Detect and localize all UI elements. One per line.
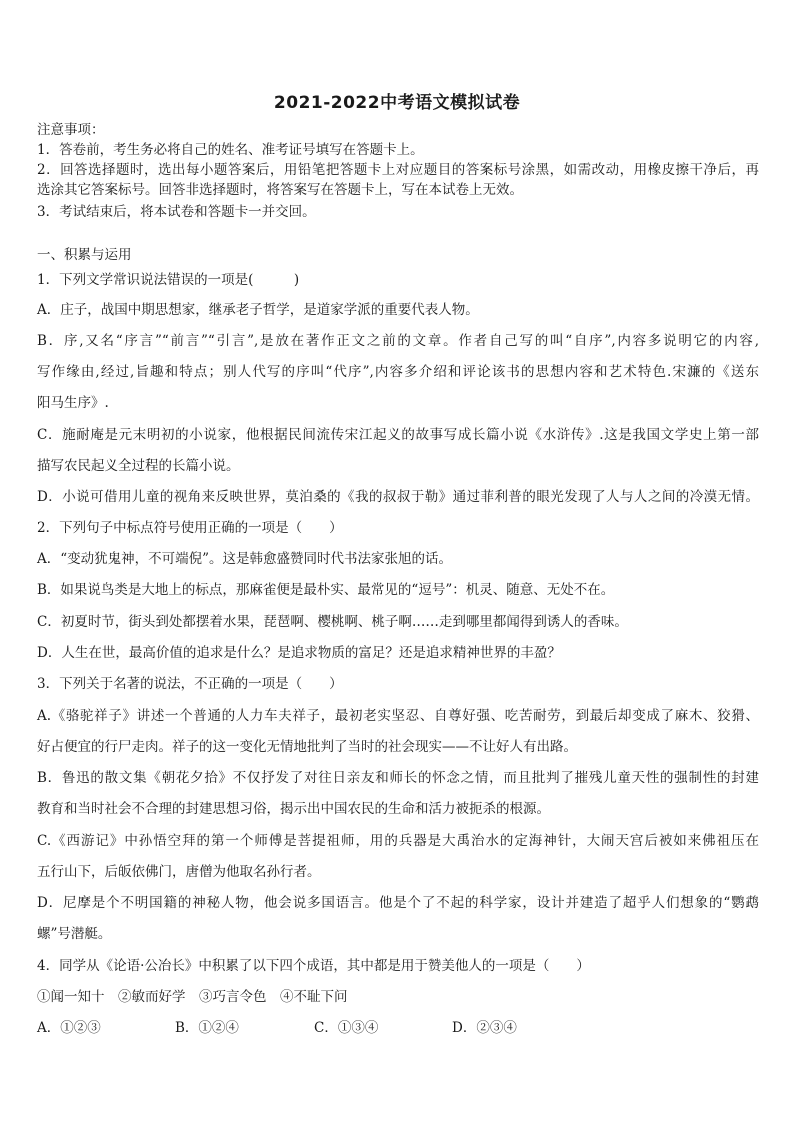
question-stem: 3．下列关于名著的说法，不正确的一项是（ ） bbox=[37, 676, 343, 692]
question-option-line: 写作缘由,经过,旨趣和特点；别人代写的序叫“代序”,内容多介绍和评论该书的思想内容和艺术特色.宋濂的《送东 bbox=[37, 364, 759, 380]
page-title: 2021-2022中考语文模拟试卷 bbox=[273, 93, 521, 113]
question-option-line: D．人生在世，最高价值的追求是什么？是追求物质的富足？还是追求精神世界的丰盈？ bbox=[37, 645, 561, 661]
answer-choice: A．①②③ bbox=[37, 1020, 101, 1036]
question-option-line: A．“变动犹鬼神，不可端倪”。这是韩愈盛赞同时代书法家张旭的话。 bbox=[37, 551, 453, 567]
question-option-line: C．施耐庵是元末明初的小说家，他根据民间流传宋江起义的故事写成长篇小说《水浒传》.这是我国文学史上第一部 bbox=[37, 427, 759, 443]
question-option-line: 教育和当时社会不合理的封建思想习俗，揭示出中国农民的生命和活力被扼杀的根源。 bbox=[37, 801, 550, 817]
question-option-line: A．庄子，战国中期思想家，继承老子哲学，是道家学派的重要代表人物。 bbox=[37, 302, 479, 318]
question-option-line: C.《西游记》中孙悟空拜的第一个师傅是菩提祖师，用的兵器是大禹治水的定海神针，大闹天宫后被如来佛祖压在 bbox=[37, 833, 759, 849]
question-option-line: D．尼摩是个不明国籍的神秘人物，他会说多国语言。他是个了不起的科学家，设计并建造了超乎人们想象的“鹦鹉 bbox=[37, 895, 759, 911]
answer-choice: D．②③④ bbox=[452, 1020, 517, 1036]
notice-line: 1．答卷前，考生务必将自己的姓名、准考证号填写在答题卡上。 bbox=[37, 142, 424, 158]
section-heading: 一、积累与运用 bbox=[37, 247, 132, 263]
question-stem: 1．下列文学常识说法错误的一项是( ) bbox=[37, 272, 300, 288]
question-stem: 4．同学从《论语·公冶长》中积累了以下四个成语，其中都是用于赞美他人的一项是（ ） bbox=[37, 958, 590, 974]
question-option-line: C．初夏时节，街头到处都摆着水果，琵琶啊、樱桃啊、桃子啊……走到哪里都闻得到诱人的香味。 bbox=[37, 614, 628, 630]
notice-heading: 注意事项： bbox=[37, 122, 105, 138]
question-option-line: A.《骆驼祥子》讲述一个普通的人力车夫祥子，最初老实坚忍、自尊好强、吃苦耐劳，到最后却变成了麻木、狡猾、 bbox=[37, 708, 759, 724]
question-items: ①闻一知十 ②敏而好学 ③巧言令色 ④不耻下问 bbox=[37, 989, 348, 1005]
answer-choice: B．①②④ bbox=[175, 1020, 239, 1036]
question-option-line: 五行山下，后皈依佛门，唐僧为他取名孙行者。 bbox=[37, 864, 321, 880]
notice-line: 3．考试结束后，将本试卷和答题卡一并交回。 bbox=[37, 204, 316, 220]
question-stem: 2．下列句子中标点符号使用正确的一项是（ ） bbox=[37, 520, 343, 536]
question-option-line: 螺”号潜艇。 bbox=[37, 926, 112, 942]
question-option-line: 阳马生序》. bbox=[37, 395, 109, 411]
question-option-line: B．序,又名“序言”“前言”“引言”,是放在著作正文之前的文章。作者自己写的叫“自序”,内容多说明它的内容, bbox=[37, 333, 759, 349]
notice-line: 选涂其它答案标号。回答非选择题时，将答案写在答题卡上，写在本试卷上无效。 bbox=[37, 182, 523, 198]
question-option-line: B．鲁迅的散文集《朝花夕拾》不仅抒发了对往日亲友和师长的怀念之情，而且批判了摧残儿童天性的强制性的封建 bbox=[37, 770, 759, 786]
question-option-line: 好占便宜的行尸走肉。祥子的这一变化无情地批判了当时的社会现实——不让好人有出路。 bbox=[37, 739, 577, 755]
question-option-line: B．如果说鸟类是大地上的标点，那麻雀便是最朴实、最常见的“逗号”：机灵、随意、无处不在。 bbox=[37, 582, 615, 598]
question-option-line: D．小说可借用儿童的视角来反映世界，莫泊桑的《我的叔叔于勒》通过菲利普的眼光发现了人与人之间的冷漠无情。 bbox=[37, 489, 759, 505]
notice-line: 2．回答选择题时，选出每小题答案后，用铅笔把答题卡上对应题目的答案标号涂黑，如需改动，用橡皮擦干净后，再 bbox=[37, 162, 759, 178]
answer-choice: C．①③④ bbox=[314, 1020, 379, 1036]
question-option-line: 描写农民起义全过程的长篇小说。 bbox=[37, 458, 240, 474]
